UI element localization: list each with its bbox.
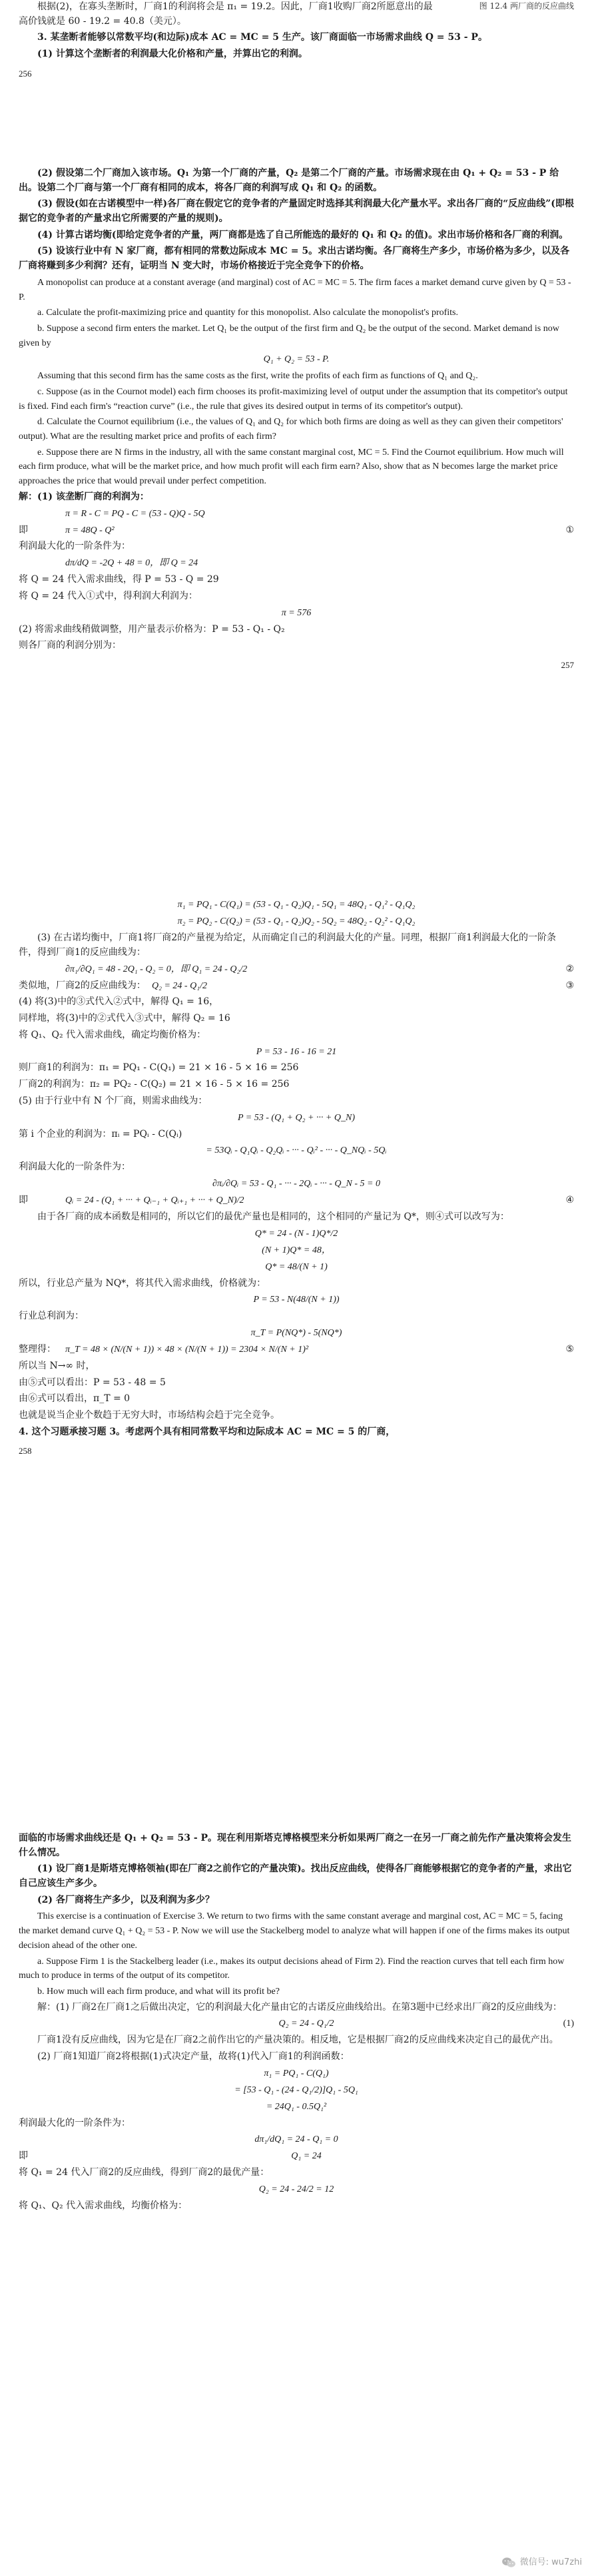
text-line: 则各厂商的利润分别为： — [19, 640, 121, 651]
page-section-2 — [0, 166, 594, 892]
equation — [19, 914, 574, 929]
equation-text: = 53Qᵢ - Q₁Qᵢ - Q₂Qᵢ - ··· - Qᵢ² - ··· - Q_NQᵢ - 5Qᵢ — [206, 1145, 387, 1156]
text-line: 所以，行业总产量为 NQ*，将其代入需求曲线，价格就为： — [19, 1277, 266, 1289]
equation-text: Q* = 24 - (N - 1)Q*/2 — [254, 1228, 338, 1239]
equation-text: Q₂ = 24 - Q₁/2 — [152, 980, 207, 991]
text-line: 则厂商1的利润为：π₁ = PQ₁ - C(Q₁) = 21 × 16 - 5 × 16 = 256 — [19, 1062, 299, 1074]
text-line: 将 Q = 24 代入①式中，得利润大利润为： — [19, 590, 198, 601]
equation — [19, 2100, 574, 2114]
english-item-b: b. How much will each firm produce, and what will its profit be? — [37, 1986, 280, 1997]
page-number: 256 — [19, 68, 32, 79]
question-4-title: 4. 这个习题承接习题 3。考虑两个具有相同常数平均和边际成本 AC = MC = 5 的厂商， — [19, 1426, 396, 1437]
equation-lead: 即 — [19, 524, 28, 535]
equation-text: P = 53 - (Q₁ + Q₂ + ··· + Q_N) — [238, 1112, 355, 1123]
equation — [19, 962, 574, 976]
equation-text: ∂πᵢ/∂Qᵢ = 53 - Q₁ - ··· - 2Qᵢ - ··· - Q_N - 5 = 0 — [212, 1179, 380, 1189]
equation — [19, 1177, 574, 1191]
equation — [19, 1260, 574, 1275]
equation — [19, 1243, 574, 1258]
question-3-part-2: (2) 假设第二个厂商加入该市场。Q₁ 为第一个厂商的产量，Q₂ 是第二个厂商的产量。市场需求现在由 Q₁ + Q₂ = 53 - P 给出。设第二个厂商与第一个厂商有相同的成本，将各厂商的利润写成 Q₁ 和 Q₂ 的函数。 — [19, 168, 559, 193]
equation — [19, 606, 574, 621]
figure-caption: 图 12.4 两厂商的反应曲线 — [479, 1, 574, 11]
equation — [19, 523, 574, 537]
equation-text: dπ/dQ = -2Q + 48 = 0，即 Q = 24 — [65, 558, 198, 569]
equation-text: Q₂ = 24 - Q₁/2 — [278, 2019, 334, 2029]
english-question-intro: A monopolist can produce at a constant average (and marginal) cost of AC = MC = 5. The firm faces a market demand curve given by Q = 53 - P. — [19, 277, 571, 302]
english-question-intro: This exercise is a continuation of Exercise 3. We return to two firms with the same constant average and marginal cost, AC = MC = 5, facing the market demand curve Q₁ + Q₂ = 53 - P. Now we will use the Stackelberg model to analyze what will happen if one of the firms makes its output decision ahead of the other one. — [19, 1911, 570, 1951]
equation-text: Qᵢ = 24 - (Q₁ + ··· + Qᵢ₋₁ + Qᵢ₊₁ + ··· + Q_N)/2 — [65, 1195, 244, 1206]
text-line: (5) 由于行业中有 N 个厂商，则需求曲线为： — [19, 1095, 208, 1106]
question-4-intro: 面临的市场需求曲线还是 Q₁ + Q₂ = 53 - P。现在利用斯塔克博格模型来分析如果两厂商之一在另一厂商之前先作产量决策将会发生什么情况。 — [19, 1833, 572, 1858]
text-line: 由⑤式可以看出：P = 53 - 48 = 5 — [19, 1377, 166, 1388]
solution-text: 厂商1没有反应曲线，因为它是在厂商2之前作出它的产量决策的。相反地，它是根据厂商2的反应曲线来决定自己的最优产出。 — [37, 2035, 559, 2046]
equation — [19, 2067, 574, 2081]
text-line: 将 Q₁、Q₂ 代入需求曲线，确定均衡价格为： — [19, 1029, 206, 1040]
question-4-part-2: (2) 各厂商将生产多少，以及利润为多少？ — [37, 1894, 214, 1905]
equation — [19, 1293, 574, 1307]
equation-number: (1) — [563, 2019, 574, 2029]
watermark-text: 微信号: wu7zhi — [519, 2557, 582, 2567]
english-item-d: d. Calculate the Cournot equilibrium (i.e., the values of Q₁ and Q₂ for which both firms are doing as well as they can given their competitors' output). What are the resulting market price and profits of each firm? — [19, 417, 563, 442]
page-section-3 — [0, 896, 594, 1828]
english-item-b: b. Suppose a second firm enters the market. Let Q₁ be the output of the first firm and Q₂ be the output of the second. Market demand is now given by — [19, 323, 559, 348]
equation-text: Q₁ + Q₂ = 53 - P. — [263, 354, 330, 365]
text-line: 由⑥式可以看出，π_T = 0 — [19, 1393, 131, 1405]
question-3-part-4: (4) 计算古诺均衡(即给定竞争者的产量，两厂商都是选了自己所能选的最好的 Q₁ 和 Q₂ 的值)。求出市场价格和各厂商的利润。 — [37, 229, 569, 240]
equation-text: dπ₁/dQ₁ = 24 - Q₁ = 0 — [254, 2134, 338, 2145]
equation — [19, 1111, 574, 1126]
equation-text: P = 53 - 16 - 16 = 21 — [256, 1046, 337, 1057]
question-3-part-3: (3) 假设(如在古诺模型中一样)各厂商在假定它的竞争者的产量固定时选择其利润最大化产量水平。求出各厂商的“反应曲线”(即根据它的竞争者的产量求出它所需要的产量的规则)。 — [19, 198, 574, 224]
text-line: 利润最大化的一阶条件为： — [19, 2117, 131, 2128]
text-line: 行业总利润为： — [19, 1311, 84, 1322]
intro-paragraph: 根据(2)，在寡头垄断时，厂商1的利润将会是 π₁ = 19.2。因此，厂商1收购厂商2所愿意出的最高价钱就是 60 - 19.2 = 40.8（美元）。 — [19, 1, 433, 27]
equation — [19, 1193, 574, 1208]
equation-text: π_T = 48 × (N/(N + 1)) × 48 × (N/(N + 1)) = 2304 × N/(N + 1)² — [65, 1345, 309, 1355]
text-line: 所以当 N→∞ 时， — [19, 1360, 95, 1371]
equation-lead: 即 — [19, 1195, 28, 1206]
equation-text: π_T = P(NQ*) - 5(NQ*) — [250, 1328, 342, 1339]
equation-number: ② — [565, 964, 574, 974]
equation — [19, 1343, 574, 1357]
text-line: 利润最大化的一阶条件为： — [19, 541, 131, 552]
solution-text: (2) 厂商1知道厂商2将根据(1)式决定产量，故将(1)代入厂商1的利润函数： — [37, 2051, 350, 2062]
equation-text: π₁ = PQ₁ - C(Q₁) — [264, 2068, 329, 2079]
page-section-4 — [0, 1831, 594, 2576]
equation-lead: 即 — [19, 2150, 28, 2162]
equation — [19, 2182, 574, 2197]
figure-box — [447, 0, 574, 31]
english-item-e: e. Suppose there are N firms in the industry, all with the same constant marginal cost, MC = 5. Find the Cournot equilibrium. How much will each firm produce, what will be the market price, and how much profit will each firm earn? Also, show that as N becomes large the market price approaches the price that would prevail under perfect competition. — [19, 447, 564, 487]
question-3-title: 3. 某垄断者能够以常数平均(和边际)成本 AC = MC = 5 生产。该厂商面临一市场需求曲线 Q = 53 - P。 — [37, 32, 487, 43]
page-section-1 — [0, 0, 594, 163]
text-line: 第 i 个企业的利润为：πᵢ = PQᵢ - C(Qᵢ) — [19, 1128, 182, 1139]
text-line: (3) 在古诺均衡中，厂商1将厂商2的产量视为给定，从而确定自己的利润最大化的产量。同理，根据厂商1利润最大化的一阶条件，得到厂商1的反应曲线为： — [19, 932, 556, 958]
equation — [19, 2017, 574, 2031]
equation-text: π = 576 — [281, 607, 312, 618]
equation — [19, 1044, 574, 1059]
text-line: (4) 将(3)中的③式代入②式中，解得 Q₁ = 16， — [19, 996, 219, 1008]
equation — [19, 2149, 574, 2164]
text-line: 将 Q₁ = 24 代入厂商2的反应曲线，得到厂商2的最优产量： — [19, 2167, 270, 2178]
equation-text: = 24Q₁ - 0.5Q₁² — [266, 2101, 327, 2112]
equation — [19, 352, 574, 367]
equation — [19, 2132, 574, 2147]
equation — [19, 1227, 574, 1241]
equation — [19, 2083, 574, 2098]
text-line: 同样地，将(3)中的②式代入③式中，解得 Q₂ = 16 — [19, 1013, 230, 1024]
equation-text: Q* = 48/(N + 1) — [265, 1261, 328, 1272]
text-line: 将 Q = 24 代入需求曲线，得 P = 53 - Q = 29 — [19, 574, 219, 585]
equation — [19, 506, 574, 521]
equation-text: Q₁ = 24 — [291, 2151, 322, 2162]
english-item-a: a. Calculate the profit-maximizing price and quantity for this monopolist. Also calculate the monopolist's profits. — [37, 308, 459, 318]
text-line: 厂商2的利润为：π₂ = PQ₂ - C(Q₂) = 21 × 16 - 5 × 16 = 256 — [19, 1079, 290, 1090]
equation — [19, 1326, 574, 1341]
english-item-b-cont: Assuming that this second firm has the same costs as the first, write the profits of each firm as functions of Q₁ and Q₂. — [37, 371, 478, 382]
equation-number: ③ — [565, 980, 574, 991]
top-row — [19, 0, 574, 31]
equation-text: π = 48Q - Q² — [65, 525, 115, 535]
equation-number: ④ — [565, 1195, 574, 1206]
equation-text: = [53 - Q₁ - (24 - Q₁/2)]Q₁ - 5Q₁ — [234, 2085, 358, 2095]
equation — [19, 1143, 574, 1158]
equation — [19, 898, 574, 912]
text-line: 也就是说当企业个数趋于无穷大时，市场结构会趋于完全竞争。 — [19, 1410, 280, 1421]
text-line: (2) 将需求曲线稍做调整，用产量表示价格为：P = 53 - Q₁ - Q₂ — [19, 623, 285, 635]
equation-text: ∂π₁/∂Q₁ = 48 - 2Q₁ - Q₂ = 0，即 Q₁ = 24 - Q₂/2 — [65, 964, 248, 974]
solution-text: 解：(1) 厂商2在厂商1之后做出决定，它的利润最大化产量由它的古诺反应曲线给出。在第3题中已经求出厂商2的反应曲线为： — [37, 2001, 562, 2013]
equation — [19, 556, 574, 571]
text-line: 由于各厂商的成本函数是相同的，所以它们的最优产量也是相同的，这个相同的产量记为 Q*，则④式可以改写为： — [37, 1211, 509, 1222]
solution-heading: 解：(1) 该垄断厂商的利润为： — [19, 491, 149, 502]
english-item-a: a. Suppose Firm 1 is the Stackelberg leader (i.e., makes its output decisions ahead of Firm 2). Find the reaction curves that tell each firm how much to produce in terms of the output of its competitor. — [19, 1956, 565, 1981]
equation-lead: 整理得： — [19, 1344, 56, 1355]
equation-text: Q₂ = 24 - 24/2 = 12 — [258, 2184, 334, 2195]
english-item-c: c. Suppose (as in the Cournot model) each firm chooses its profit-maximizing level of output under the assumption that its competitor's output is fixed. Find each firm's “reaction curve” (i.e., the rule that gives its desired output in terms of its competitor's output). — [19, 386, 568, 412]
text-line: 将 Q₁、Q₂ 代入需求曲线，均衡价格为： — [19, 2200, 188, 2211]
top-left-text — [19, 0, 434, 31]
equation-lead: 类似地，厂商2的反应曲线为： — [19, 980, 146, 991]
question-3-part-1: (1) 计算这个垄断者的利润最大化价格和产量，并算出它的利润。 — [37, 49, 308, 60]
equation-text: π₂ = PQ₂ - C(Q₂) = (53 - Q₁ - Q₂)Q₂ - 5Q₂ = 48Q₂ - Q₂² - Q₁Q₂ — [177, 916, 416, 927]
question-3-part-5: (5) 设该行业中有 N 家厂商，都有相同的常数边际成本 MC = 5。求出古诺均衡。各厂商将生产多少，市场价格为多少，以及各厂商将赚到多少利润？还有，证明当 N 变大时，市场价格接近于完全竞争下的价格。 — [19, 246, 570, 272]
text-line: 利润最大化的一阶条件为： — [19, 1161, 131, 1173]
page-number: 258 — [19, 1446, 32, 1456]
equation-text: π = R - C = PQ - C = (53 - Q)Q - 5Q — [65, 508, 205, 519]
wechat-watermark — [501, 2556, 582, 2569]
page-number: 257 — [561, 659, 574, 670]
equation-text: π₁ = PQ₁ - C(Q₁) = (53 - Q₁ - Q₂)Q₁ - 5Q₁ = 48Q₁ - Q₁² - Q₁Q₂ — [177, 900, 416, 910]
wechat-icon — [501, 2557, 516, 2569]
equation-number: ① — [565, 525, 574, 535]
equation-text: (N + 1)Q* = 48， — [262, 1245, 331, 1255]
equation-text: P = 53 - N(48/(N + 1)) — [253, 1295, 340, 1305]
equation — [19, 978, 574, 993]
question-4-part-1: (1) 设厂商1是斯塔克博格领袖(即在厂商2之前作它的产量决策)。找出反应曲线，使得各厂商能够根据它的竞争者的产量，求出它自己应该生产多少。 — [19, 1863, 572, 1889]
equation-number: ⑤ — [565, 1345, 574, 1355]
